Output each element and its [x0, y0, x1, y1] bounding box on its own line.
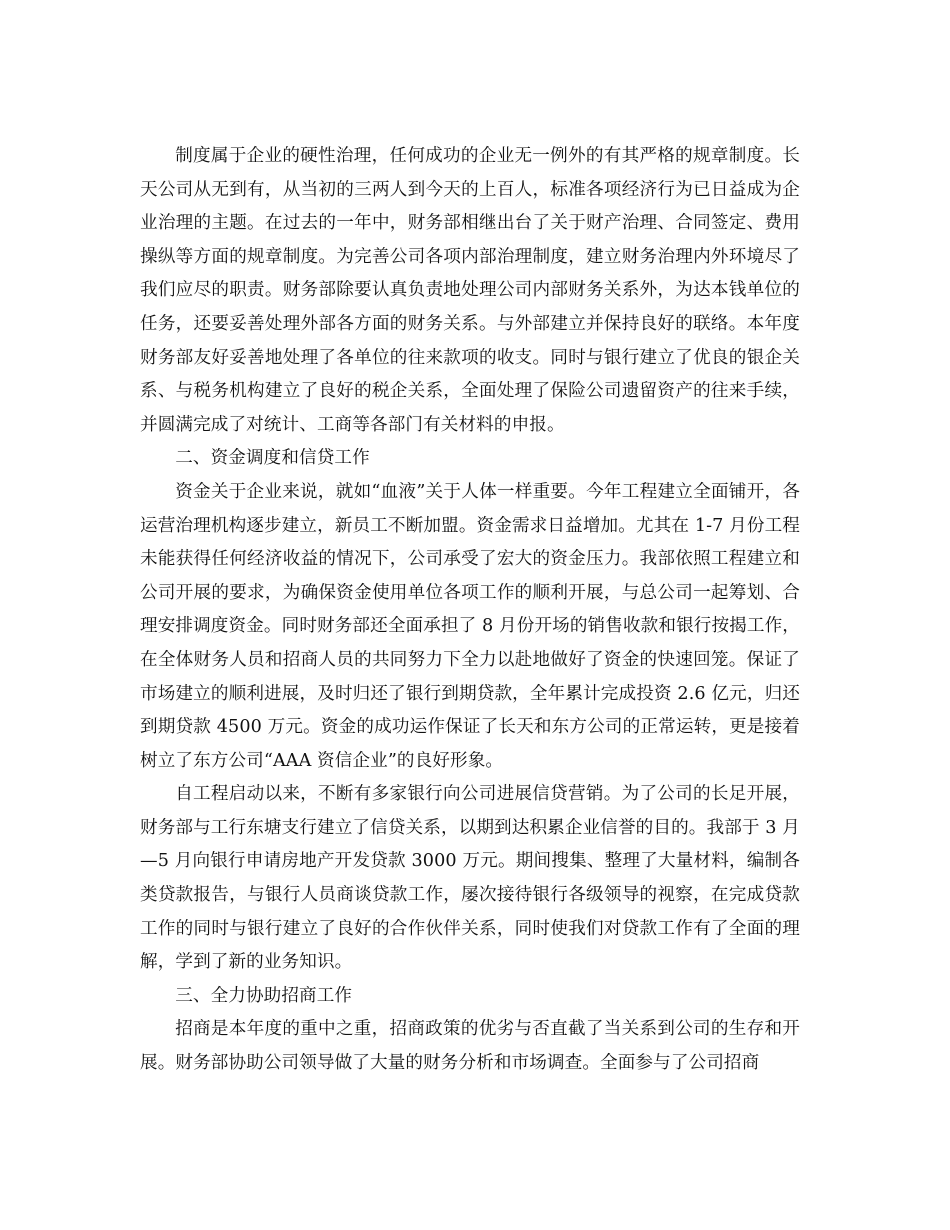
paragraph-funds: 资金关于企业来说，就如“血液”关于人体一样重要。今年工程建立全面铺开，各运营治理机构逐步建立，新员工不断加盟。资金需求日益增加。尤其在 1-7 月份工程未能获得任何经济收益的情况下，公司承受了宏大的资金压力。我部依照工程建立和公司开展的要求，为确保资金使用单位各项工作的顺利开展，与总公司一起筹划、合理安排调度资金。同时财务部还全面承担了 8 月份开场的销售收款和银行按揭工作，在全体财务人员和招商人员的共同努力下全力以赴地做好了资金的快速回笼。保证了市场建立的顺利进展，及时归还了银行到期贷款，全年累计完成投资 2.6 亿元，归还到期贷款 4500 万元。资金的成功运作保证了长天和东方公司的正常运转，更是接着树立了东方公司“AAA 资信企业”的良好形象。 [140, 481, 800, 771]
paragraph-investment: 招商是本年度的重中之重，招商政策的优劣与否直截了当关系到公司的生存和开展。财务部协助公司领导做了大量的财务分析和市场调查。全面参与了公司招商 [140, 1019, 800, 1074]
paragraph-regulations: 制度属于企业的硬性治理，任何成功的企业无一例外的有其严格的规章制度。长天公司从无到有，从当初的三两人到今天的上百人，标准各项经济行为已日益成为企业治理的主题。在过去的一年中，财务部相继出台了关于财产治理、合同签定、费用操纵等方面的规章制度。为完善公司各项内部治理制度，建立财务治理内外环境尽了我们应尽的职责。财务部除要认真负责地处理公司内部财务关系外，为达本钱单位的任务，还要妥善处理外部各方面的财务关系。与外部建立并保持良好的联络。本年度财务部友好妥善地处理了各单位的往来款项的收支。同时与银行建立了优良的银企关系、与税务机构建立了良好的税企关系，全面处理了保险公司遗留资产的往来手续，并圆满完成了对统计、工商等各部门有关材料的申报。 [140, 146, 800, 435]
section-heading-investment: 三、全力协助招商工作 [175, 985, 353, 1006]
document-body [140, 140, 800, 1081]
paragraph-credit: 自工程启动以来，不断有多家银行向公司进展信贷营销。为了公司的长足开展，财务部与工行东塘支行建立了信贷关系，以期到达积累企业信誉的目的。我部于 3 月—5 月向银行申请房地产开发贷款 3000 万元。期间搜集、整理了大量材料，编制各类贷款报告，与银行人员商谈贷款工作，屡次接待银行各级领导的视察，在完成贷款工作的同时与银行建立了良好的合作伙伴关系，同时使我们对贷款工作有了全面的理解，学到了新的业务知识。 [140, 784, 800, 973]
section-heading-funds-credit: 二、资金调度和信贷工作 [175, 448, 370, 469]
